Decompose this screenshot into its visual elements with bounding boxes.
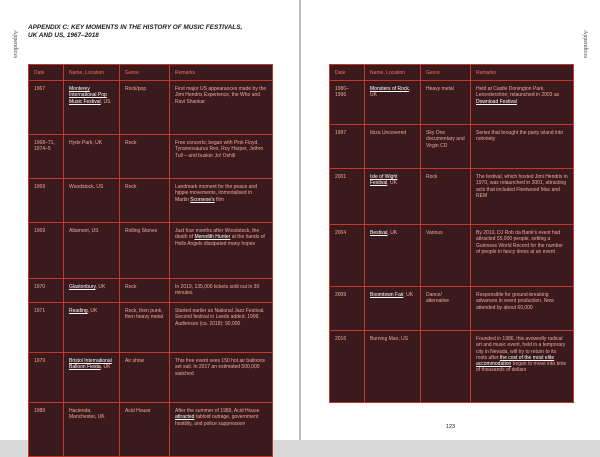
date-cell: 1997 [330, 125, 365, 169]
remarks-cell [471, 225, 574, 287]
remarks-cell [471, 169, 574, 225]
genre-cell: Rock [120, 279, 170, 303]
festival-name: Boomtown Fair [370, 292, 404, 298]
genre-cell: Rock [421, 169, 471, 225]
right-page [301, 0, 600, 440]
header-remarks: Remarks [471, 65, 574, 81]
festival-location: , UK [387, 180, 397, 187]
date-cell: 2016 [330, 331, 365, 403]
festival-location: , UK [370, 86, 411, 99]
date-cell: 1989 [29, 403, 64, 457]
date-cell: 1968–71, 1974–5 [29, 135, 64, 179]
festival-location: Altamont, US [69, 228, 99, 234]
date-cell: 2004 [330, 225, 365, 287]
date-cell: 2001 [330, 169, 365, 225]
remarks-cell [471, 125, 574, 169]
remarks-cell [170, 135, 273, 179]
remarks-cell [170, 303, 273, 353]
date-cell: 2009 [330, 287, 365, 331]
genre-cell: Various [421, 225, 471, 287]
festival-location: , UK [403, 292, 414, 298]
remarks-text: The festival, which hosted Jimi Hendrix in 1970, was relaunched in 2001, attracting acts that included Fleetwood Mac and REM [476, 174, 568, 199]
name-cell [64, 353, 120, 403]
genre-cell: Rolling Stones [120, 223, 170, 279]
table-row [330, 81, 574, 125]
table-row [330, 225, 574, 287]
remarks-text-after: began to move into tens of thousands of dollars [476, 361, 567, 374]
header-genre: Genre [421, 65, 471, 81]
table-row [29, 303, 273, 353]
festival-location: , UK [87, 308, 98, 314]
name-cell [64, 303, 120, 353]
header-name: Name, Location [64, 65, 120, 81]
header-remarks: Remarks [170, 65, 273, 81]
name-cell [64, 223, 120, 279]
date-cell: 1970 [29, 279, 64, 303]
name-cell [365, 81, 421, 125]
remarks-text-after: film [214, 196, 224, 203]
genre-cell: Dance/ alternative [421, 287, 471, 331]
header-date: Date [330, 65, 365, 81]
remarks-cell [170, 179, 273, 223]
genre-cell: Air show [120, 353, 170, 403]
remarks-text: After the summer of 1989, Acid House [175, 408, 260, 414]
running-head-left: Appendices [12, 30, 18, 59]
remarks-link: Meredith Hunter [194, 234, 231, 241]
festival-table-right [329, 64, 574, 403]
festival-name: Glastonbury [69, 284, 96, 290]
remarks-text-after: tabloid outrage, government hostility, and police suppression [175, 414, 259, 427]
festival-location: Woodstock, US [69, 184, 104, 190]
table-row [29, 353, 273, 403]
date-cell: 1967 [29, 81, 64, 135]
remarks-cell [471, 287, 574, 331]
header-genre: Genre [120, 65, 170, 81]
remarks-text: Series that brought the party island into notoriety [476, 130, 563, 143]
table-row [29, 223, 273, 279]
festival-name: Bristol International Balloon Fiesta [69, 358, 112, 371]
title-line-2: UK AND US, 1967–2018 [28, 32, 99, 39]
name-cell [365, 125, 421, 169]
remarks-text: Held at Castle Donington Park, Leicestershire; relaunched in 2003 as [476, 86, 560, 99]
festival-location: , US [100, 98, 111, 105]
name-cell [64, 81, 120, 135]
festival-location: Hacienda, Manchester, UK [69, 408, 105, 421]
remarks-link: Scorsese's [190, 196, 215, 203]
festival-location: , UK [100, 364, 111, 371]
table-row [330, 287, 574, 331]
name-cell [365, 287, 421, 331]
remarks-text: First major US appearances made by the Jimi Hendrix Experience, the Who and Ravi Shankar [175, 86, 267, 105]
remarks-text: Free concerts; began with Pink Floyd, Tyrannosaurus Rex, Roy Harper, Jethro Tull – and busker Jo! Oshill [175, 140, 264, 159]
genre-cell [421, 331, 471, 403]
table-header-row [29, 65, 273, 81]
table-row [29, 81, 273, 135]
genre-cell: Rock [120, 135, 170, 179]
left-page [0, 0, 299, 440]
running-head-right: Appendices [582, 30, 588, 59]
remarks-text: By 2010, DJ Rob da Bank's event had attracted 55,000 people, setting a Guinness World Record for the number of people in fancy dress at an event [476, 230, 563, 255]
festival-location: Ibiza Uncovered [370, 130, 407, 136]
festival-name: Bestival [370, 230, 388, 236]
table-row [29, 179, 273, 223]
remarks-text: Just four months after Woodstock, the death of [175, 228, 260, 241]
header-name: Name, Location [365, 65, 421, 81]
name-cell [64, 179, 120, 223]
appendix-title [28, 24, 258, 40]
festival-name: Monterey International Pop Music Festival [69, 86, 107, 105]
remarks-text: Started earlier as National Jazz Festival. Second festival in Leeds added, 1999. Audiences (ca. 2018): 90,000 [175, 308, 265, 327]
genre-cell: Heavy metal [421, 81, 471, 125]
genre-cell: Rock/pop [120, 81, 170, 135]
genre-cell: Rock [120, 179, 170, 223]
date-cell: 1969 [29, 179, 64, 223]
remarks-cell [170, 81, 273, 135]
festival-location: Hyde Park, UK [69, 140, 103, 146]
remarks-cell [170, 279, 273, 303]
folio-left: 122 [144, 424, 155, 430]
remarks-link: attracted [175, 414, 195, 421]
remarks-text: Responsible for ground-breaking advances in event production. Now attended by about 60,000 [476, 292, 554, 311]
table-row [29, 279, 273, 303]
festival-location: , UK [95, 284, 106, 290]
folio-right: 123 [445, 424, 456, 430]
festival-name: Isle of Wight Festival [370, 174, 398, 187]
date-cell: 1969 [29, 223, 64, 279]
table-row [29, 135, 273, 179]
date-cell: 1980–1996 [330, 81, 365, 125]
name-cell [365, 331, 421, 403]
genre-cell: Sky One documentary and Virgin CD [421, 125, 471, 169]
table-row [330, 169, 574, 225]
festival-name: Reading [69, 308, 88, 314]
remarks-text: Founded in 1986, this avowedly radical art and music event, held in a temporary city in Nevada, will try to return to its roots after [476, 336, 566, 361]
date-cell: 1979 [29, 353, 64, 403]
date-cell: 1971 [29, 303, 64, 353]
remarks-cell [471, 81, 574, 125]
remarks-link: Download Festival [476, 98, 517, 105]
remarks-text-after: at the hands of Hells Angels dissipated many hopes [175, 234, 265, 247]
remarks-cell [170, 223, 273, 279]
title-line-1: APPENDIX C: KEY MOMENTS IN THE HISTORY OF MUSIC FESTIVALS, [28, 24, 243, 31]
remarks-cell [471, 331, 574, 403]
name-cell [365, 169, 421, 225]
festival-name: Monsters of Rock [370, 86, 409, 92]
remarks-link: the cost of the most elite accommodation [476, 354, 555, 368]
name-cell [64, 279, 120, 303]
genre-cell: Acid House [120, 403, 170, 457]
table-row [330, 125, 574, 169]
table-header-row [330, 65, 574, 81]
festival-table-left [28, 64, 273, 457]
genre-cell: Rock, then punk, then heavy metal [120, 303, 170, 353]
name-cell [365, 225, 421, 287]
festival-location: , UK [387, 230, 398, 236]
table-row [330, 331, 574, 403]
remarks-cell [170, 353, 273, 403]
name-cell [64, 135, 120, 179]
remarks-text: Landmark moment for the peace and hippie movements, immortalised in Martin [175, 184, 257, 203]
remarks-text: In 2019, 135,000 tickets sold out in 30 minutes [175, 284, 260, 297]
remarks-text: This free event sees 150 hot air balloons set sail. In 2017 an estimated 500,000 watched [175, 358, 266, 377]
festival-location: Burning Man, US [370, 336, 409, 342]
header-date: Date [29, 65, 64, 81]
